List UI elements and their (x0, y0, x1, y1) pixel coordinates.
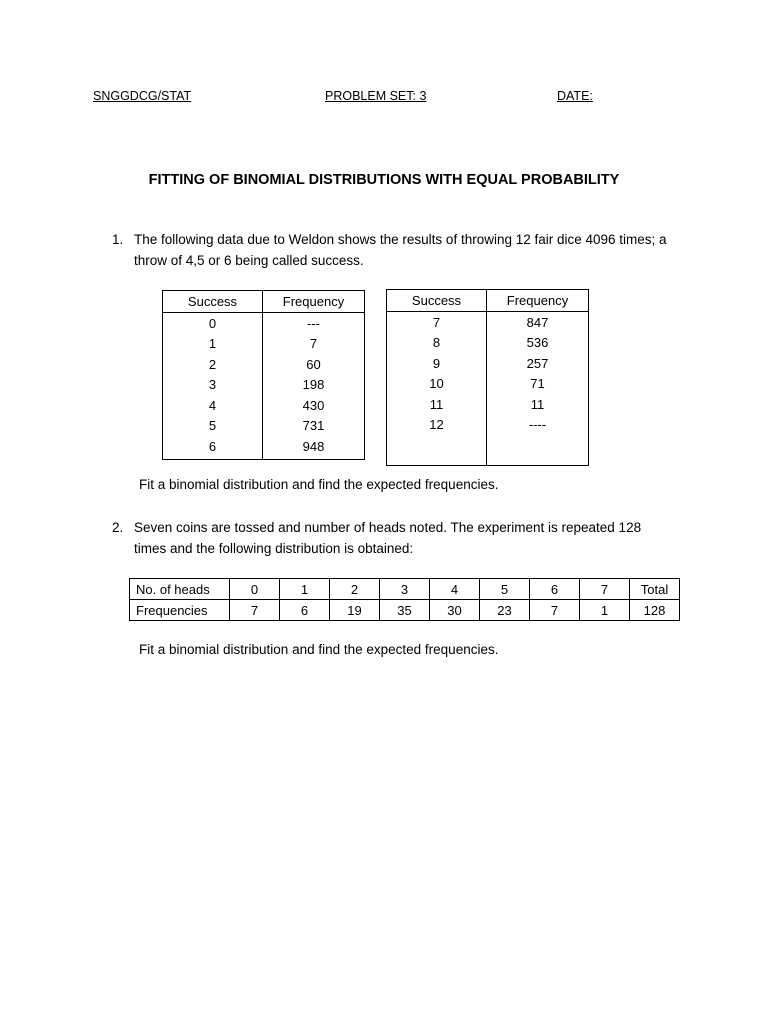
empty-cell (387, 435, 487, 466)
frequency-total-cell: 128 (630, 600, 680, 621)
column-header-success: Success (387, 290, 487, 312)
column-header-success: Success (163, 291, 263, 313)
success-cell: 7 (432, 314, 441, 330)
frequency-cell: 430 (263, 395, 365, 416)
frequency-cell: ---- (487, 415, 589, 436)
frequency-cell: 731 (263, 416, 365, 437)
heads-cell: 2 (330, 579, 380, 600)
heads-cell: 3 (380, 579, 430, 600)
table-row (163, 334, 365, 355)
success-cell: 12 (429, 417, 444, 433)
success-cell: 2 (208, 356, 217, 372)
table-row (387, 353, 589, 374)
table-row (163, 395, 365, 416)
frequency-cell: --- (263, 313, 365, 334)
frequency-cell: 7 (230, 600, 280, 621)
success-cell: 4 (208, 397, 217, 413)
frequency-cell: 198 (263, 375, 365, 396)
success-cell: 8 (432, 335, 441, 351)
table-row-frequencies (130, 600, 680, 621)
table-header-row (163, 291, 365, 313)
question-2-instruction: Fit a binomial distribution and find the expected frequencies. (139, 642, 499, 657)
frequency-cell: 948 (263, 436, 365, 459)
frequency-cell: 23 (480, 600, 530, 621)
question-1 (112, 229, 672, 271)
success-cell: 10 (429, 376, 444, 392)
table-row (163, 313, 365, 334)
success-frequency-table-right (386, 289, 589, 466)
question-2-number: 2. (112, 520, 124, 535)
frequency-cell: 11 (487, 394, 589, 415)
frequency-cell: 71 (487, 374, 589, 395)
success-cell: 0 (208, 315, 217, 331)
table-header-row (387, 290, 589, 312)
question-2-text: Seven coins are tossed and number of heads noted. The experiment is repeated 128 times and the following distribution is obtained: (134, 520, 642, 556)
heads-cell: 1 (280, 579, 330, 600)
frequency-cell: 35 (380, 600, 430, 621)
row-label-heads: No. of heads (130, 579, 230, 600)
header-problem-set: PROBLEM SET: 3 (325, 89, 427, 103)
frequency-cell: 7 (263, 334, 365, 355)
table-row-empty (387, 435, 589, 466)
heads-frequency-table (129, 578, 680, 621)
table-row-heads (130, 579, 680, 600)
success-cell: 11 (429, 396, 444, 412)
frequency-cell: 1 (580, 600, 630, 621)
table-row (163, 416, 365, 437)
frequency-cell: 60 (263, 354, 365, 375)
success-cell: 5 (208, 418, 217, 434)
table-row (387, 333, 589, 354)
table-row (387, 394, 589, 415)
table-row (387, 415, 589, 436)
question-1-instruction: Fit a binomial distribution and find the expected frequencies. (139, 477, 499, 492)
heads-cell: 4 (430, 579, 480, 600)
question-1-number: 1. (112, 232, 124, 247)
page-title: FITTING OF BINOMIAL DISTRIBUTIONS WITH EQUAL PROBABILITY (148, 172, 620, 188)
question-1-text: The following data due to Weldon shows the results of throwing 12 fair dice 4096 times; a throw of 4,5 or 6 being called success. (134, 232, 667, 268)
heads-cell: 0 (230, 579, 280, 600)
frequency-cell: 7 (530, 600, 580, 621)
table-row (163, 354, 365, 375)
empty-cell (487, 435, 589, 466)
frequency-cell: 257 (487, 353, 589, 374)
frequency-cell: 19 (330, 600, 380, 621)
success-cell: 6 (208, 438, 217, 454)
question-2 (112, 517, 672, 559)
table-row (387, 312, 589, 333)
header-course-code: SNGGDCG/STAT (93, 89, 192, 103)
table-row (163, 375, 365, 396)
heads-cell: 7 (580, 579, 630, 600)
table-row (387, 374, 589, 395)
success-cell: 3 (208, 377, 217, 393)
frequency-cell: 536 (487, 333, 589, 354)
success-cell: 1 (208, 336, 217, 352)
success-frequency-table-left (162, 290, 365, 460)
header-date: DATE: (557, 89, 593, 103)
column-header-frequency: Frequency (487, 290, 589, 312)
frequency-cell: 847 (487, 312, 589, 333)
row-label-frequencies: Frequencies (130, 600, 230, 621)
frequency-cell: 6 (280, 600, 330, 621)
frequency-cell: 30 (430, 600, 480, 621)
heads-total-cell: Total (630, 579, 680, 600)
heads-cell: 6 (530, 579, 580, 600)
heads-cell: 5 (480, 579, 530, 600)
success-cell: 9 (432, 355, 441, 371)
table-row (163, 436, 365, 459)
column-header-frequency: Frequency (263, 291, 365, 313)
